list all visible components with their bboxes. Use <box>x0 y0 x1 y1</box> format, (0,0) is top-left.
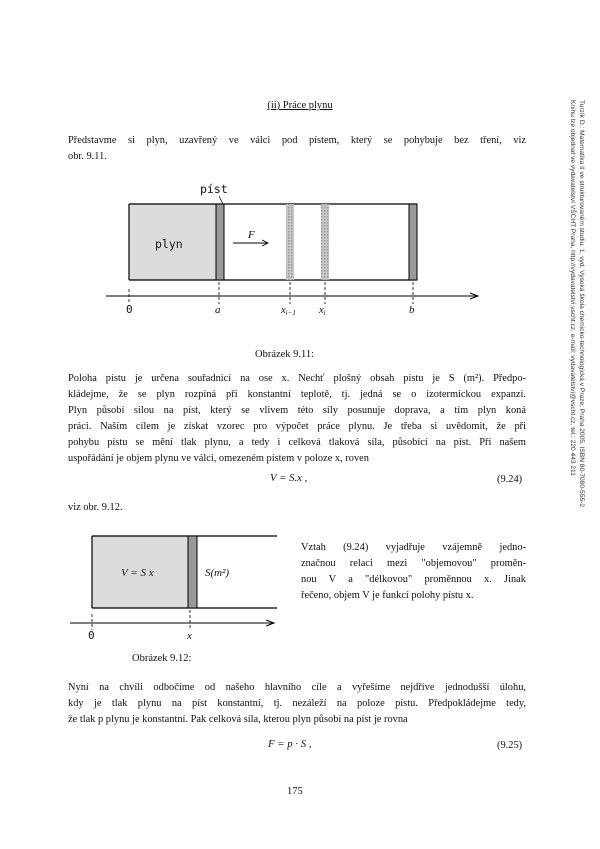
equation-number-9-24: (9.24) <box>497 474 523 485</box>
piston-pointer <box>219 196 223 204</box>
margin-note-line: Turzík D.: Matematika II ve strukturovaném studiu. 1. vyd. Vysoká škola chemicko-technologická v Praze, Praha 2005. ISBN 80-7080-555-2 <box>578 100 585 508</box>
side-line: řečeno, objem V je funkcí polohy pístu x. <box>301 590 474 601</box>
body-line: Plyn působí silou na píst, který se vlivem této síly posunuje doprava, a tím plyn koná <box>68 405 526 416</box>
figure-caption-1: Obrázek 9.11: <box>255 349 315 360</box>
equation-9-24: V = S.x , <box>270 472 308 484</box>
final-paragraph <box>68 680 526 728</box>
axis-label-0: 0 <box>126 303 133 316</box>
margin-note <box>568 100 585 507</box>
side-line: nou V a "délkovou" proměnnou x. Jinak <box>301 574 526 585</box>
equation-9-25: F = p · S , <box>268 738 312 750</box>
side-paragraph <box>301 540 526 604</box>
side-line: značnou relaci mezi "objemovou" proměn- <box>301 558 526 569</box>
label-plyn: plyn <box>155 237 183 251</box>
margin-note-line: Knihu lze objednat ve vydavatelství VŠCHT Praha, http://vydavatelstvi.vscht.cz, e-mail: vydavatelstvi@vscht.cz, tel.: 220 443 211 <box>569 100 577 476</box>
axis-label-b: b <box>409 304 415 316</box>
section-title: (ii) Práce plynu <box>267 100 333 111</box>
axis-label-a: a <box>215 304 221 316</box>
piston-position-xi <box>321 204 329 280</box>
axis-label-xi-1: xi−1 <box>281 305 296 317</box>
piston <box>216 204 224 280</box>
body-paragraph <box>68 371 526 467</box>
viz-line: viz obr. 9.12. <box>68 502 123 513</box>
label-pist: píst <box>200 182 228 196</box>
body-line: uspořádání je objem plynu ve válci, omezeném pístem v poloze x, roven <box>68 453 369 464</box>
label-volume: V = S x <box>121 567 154 579</box>
body-line: pohybu pístu se mění tlak plynu, a tedy i celková tlaková síla, působící na píst. Při našem <box>68 437 526 448</box>
final-line: kdy je tlak plynu na píst konstantní, tj. nezáleží na poloze pístu. Předpokládejme tedy, <box>68 698 526 709</box>
body-line: kládejme, že se plyn rozpíná při konstantní teplotě, tj. jedná se o izotermickou expanzi. <box>68 389 526 400</box>
intro-line: obr. 9.11. <box>68 151 107 162</box>
axis2-label-0: 0 <box>88 629 95 642</box>
page-number: 175 <box>287 786 303 797</box>
final-line: že tlak p plynu je konstantní. Pak celková síla, kterou plyn působí na píst je rovna <box>68 714 408 725</box>
axis-label-xi: xi <box>319 305 326 317</box>
label-area: S(m²) <box>205 567 230 579</box>
axis2-label-x: x <box>187 630 192 642</box>
piston-2 <box>188 536 197 608</box>
side-line: Vztah (9.24) vyjadřuje vzájemně jedno- <box>301 542 526 553</box>
equation-number-9-25: (9.25) <box>497 740 523 751</box>
intro-line: Představme si plyn, uzavřený ve válci pod pístem, který se pohybuje bez tření, viz <box>68 135 526 146</box>
body-line: Poloha pístu je určena souřadnicí na ose x. Nechť plošný obsah pístu je S (m²). Předpo- <box>68 373 526 384</box>
piston-position-b <box>409 204 417 280</box>
figure-caption-2: Obrázek 9.12: <box>132 653 192 664</box>
label-force: F <box>248 229 255 241</box>
final-line: Nyní na chvíli odbočíme od našeho hlavního cíle a vyřešíme nejdříve jednodušší úlohu, <box>68 682 526 693</box>
piston-position-xi-1 <box>286 204 294 280</box>
body-line: práci. Naším cílem je získat vzorec pro výpočet práce plynu. Je třeba si uvědomit, že při <box>68 421 526 432</box>
